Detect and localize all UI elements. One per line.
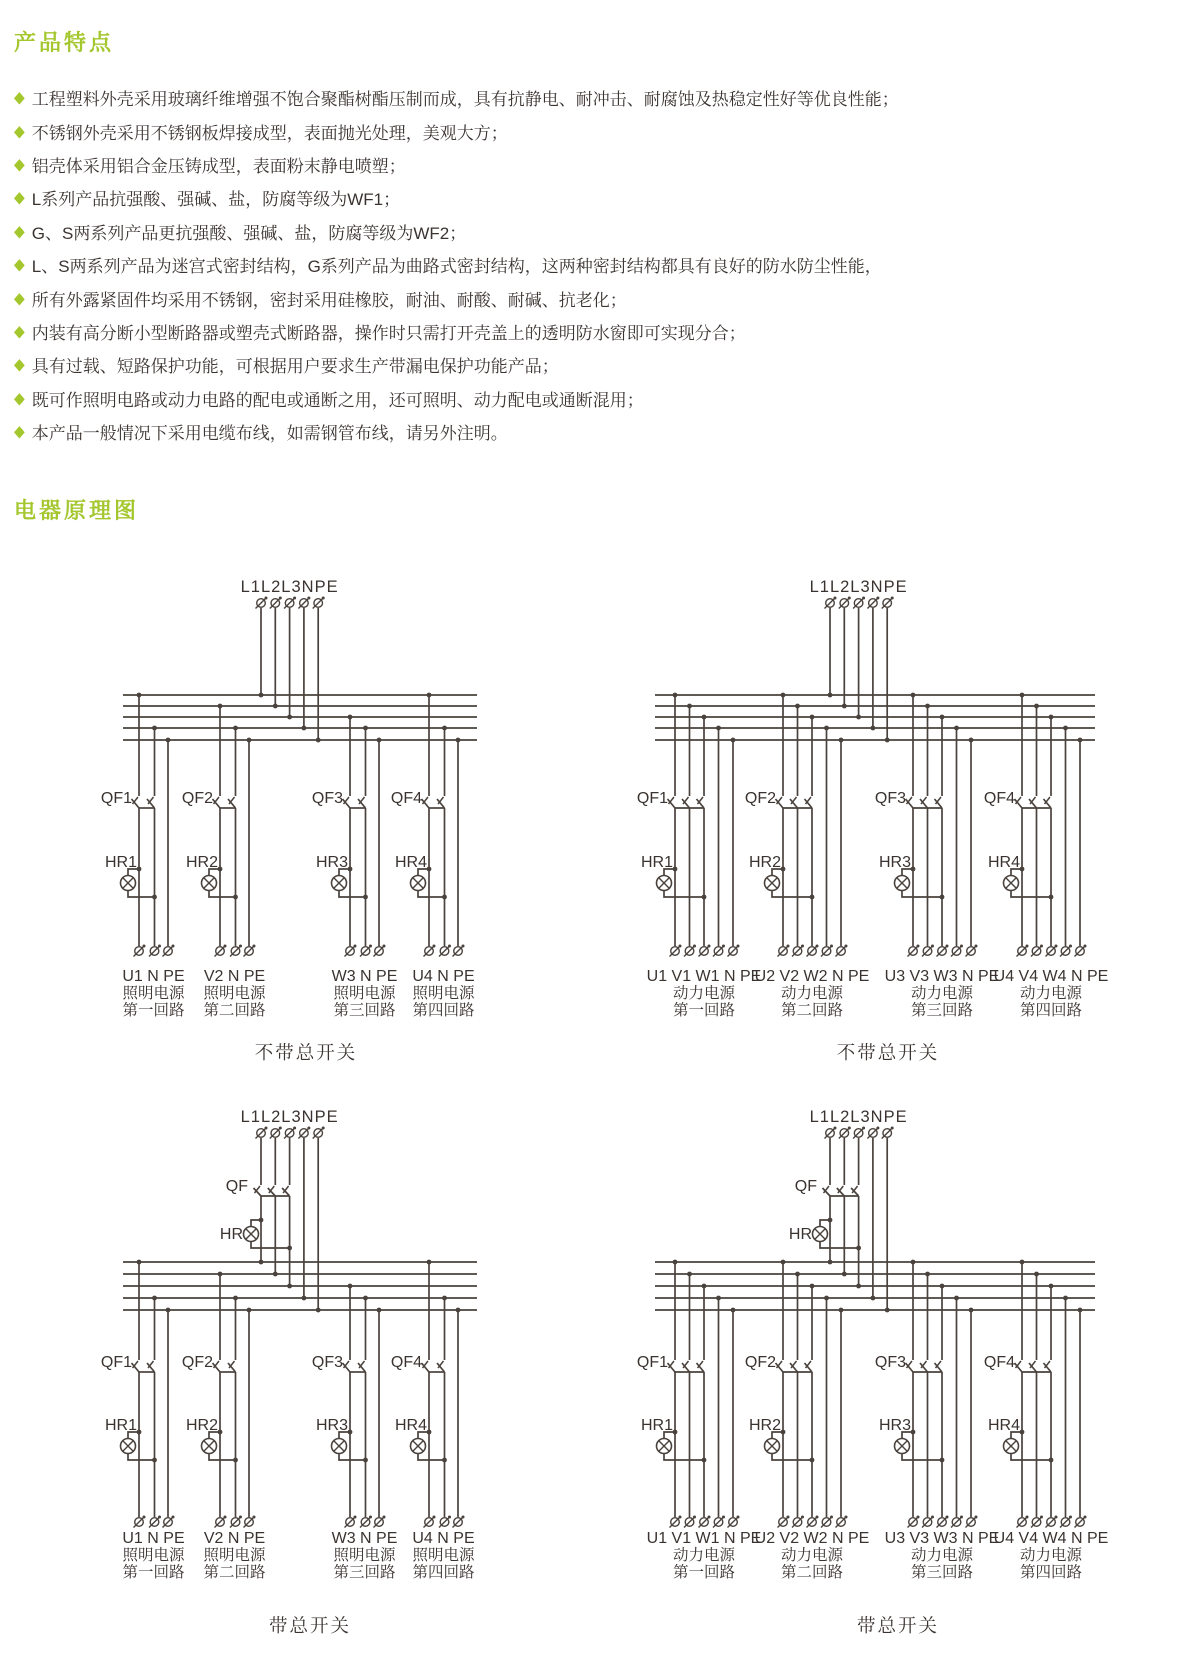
feature-text: 内装有高分断小型断路器或塑壳式断路器，操作时只需打开壳盖上的透明防水窗即可实现分合；	[31, 323, 746, 343]
terminal-icon	[713, 1516, 725, 1528]
features-section-title: 产品特点	[14, 30, 115, 55]
schematic-diagrams	[0, 540, 1200, 1669]
junction-dot	[702, 1458, 707, 1463]
breaker-pole-icon	[697, 797, 705, 808]
terminal-icon	[825, 1127, 837, 1139]
branch-breaker-label: QF2	[744, 1354, 776, 1371]
terminal-icon	[1046, 1516, 1058, 1528]
branch-lamp-label: HR2	[185, 854, 218, 871]
junction-dot	[702, 895, 707, 900]
breaker-pole-icon	[213, 1361, 221, 1372]
feature-text: 不锈钢外壳采用不锈钢板焊接成型，表面抛光处理，美观大方；	[31, 123, 508, 143]
terminal-icon	[345, 1516, 357, 1528]
main-lamp-label: HR	[219, 1226, 243, 1243]
junction-dot	[940, 895, 945, 900]
breaker-pole-icon	[697, 1361, 705, 1372]
terminal-icon	[821, 1516, 833, 1528]
terminal-icon	[836, 1516, 848, 1528]
indicator-lamp-icon	[411, 876, 426, 891]
terminal-icon	[298, 1127, 310, 1139]
terminal-icon	[1031, 945, 1043, 957]
indicator-lamp-icon	[765, 1439, 780, 1454]
junction-dot	[810, 895, 815, 900]
terminal-icon	[778, 945, 790, 957]
source-label: 照明电源	[122, 1547, 185, 1564]
feature-item	[14, 81, 1194, 114]
terminal-icon	[728, 1516, 740, 1528]
terminal-icon	[699, 945, 711, 957]
feature-item	[14, 248, 1194, 281]
indicator-lamp-icon	[332, 1439, 347, 1454]
terminal-label: U1 N PE	[122, 968, 185, 985]
terminal-icon	[360, 945, 372, 957]
breaker-pole-icon	[132, 797, 140, 808]
indicator-lamp-icon	[411, 1439, 426, 1454]
branch-breaker-label: QF2	[181, 790, 213, 807]
indicator-lamp-icon	[244, 1227, 259, 1242]
breaker-pole-icon	[437, 1361, 445, 1372]
terminal-icon	[922, 945, 934, 957]
terminal-icon	[439, 945, 451, 957]
breaker-pole-icon	[776, 1361, 784, 1372]
branch-lamp-label: HR4	[987, 854, 1020, 871]
circuit-label: 第四回路	[1019, 1002, 1083, 1019]
indicator-lamp-icon	[895, 1439, 910, 1454]
terminal-icon	[825, 597, 837, 609]
branch-breaker-label: QF1	[100, 790, 132, 807]
incoming-supply-label: L1L2L3NPE	[240, 1108, 339, 1126]
breaker-pole-icon	[358, 797, 366, 808]
indicator-lamp-icon	[1004, 876, 1019, 891]
terminal-icon	[699, 1516, 711, 1528]
terminal-icon	[839, 1127, 851, 1139]
breaker-pole-icon	[254, 1186, 262, 1196]
branch-lamp-label: HR3	[315, 1417, 348, 1434]
indicator-lamp-icon	[202, 876, 217, 891]
breaker-pole-icon	[1029, 797, 1037, 808]
terminal-icon	[149, 945, 161, 957]
breaker-pole-icon	[682, 797, 690, 808]
terminal-icon	[360, 1516, 372, 1528]
breaker-pole-icon	[1044, 797, 1052, 808]
terminal-icon	[670, 945, 682, 957]
diamond-bullet-icon: ◆	[14, 288, 25, 307]
branch-lamp-label: HR1	[640, 854, 673, 871]
branch-lamp-label: HR3	[315, 854, 348, 871]
junction-dot	[856, 1246, 861, 1251]
breaker-pole-icon	[213, 797, 221, 808]
diamond-bullet-icon: ◆	[14, 355, 25, 374]
branch-lamp-label: HR4	[394, 854, 427, 871]
diamond-bullet-icon: ◆	[14, 221, 25, 240]
terminal-icon	[882, 1127, 894, 1139]
feature-text: 所有外露紧固件均采用不锈钢，密封采用硅橡胶，耐油、耐酸、耐碱、抗老化；	[31, 290, 627, 310]
diagram-caption: 带总开关	[856, 1615, 940, 1636]
branch-breaker-label: QF2	[181, 1354, 213, 1371]
breaker-pole-icon	[228, 1361, 236, 1372]
terminal-icon	[836, 945, 848, 957]
terminal-label: U4 V4 W4 N PE	[993, 1530, 1109, 1547]
main-breaker-label: QF	[225, 1178, 248, 1195]
branch-lamp-label: HR2	[748, 1417, 781, 1434]
terminal-icon	[1075, 945, 1087, 957]
terminal-icon	[853, 1127, 865, 1139]
terminal-icon	[966, 945, 978, 957]
source-label: 动力电源	[780, 1547, 844, 1564]
breaker-pole-icon	[935, 797, 943, 808]
source-label: 动力电源	[910, 1547, 974, 1564]
terminal-label: V2 N PE	[203, 968, 266, 985]
terminal-label: U1 V1 W1 N PE	[646, 1530, 762, 1547]
source-label: 动力电源	[672, 1547, 736, 1564]
feature-text: 本产品一般情况下采用电缆布线，如需钢管布线，请另外注明。	[31, 424, 508, 444]
terminal-icon	[230, 945, 242, 957]
circuit-label: 第二回路	[203, 1564, 266, 1581]
breaker-pole-icon	[437, 797, 445, 808]
indicator-lamp-icon	[332, 876, 347, 891]
branch-lamp-label: HR4	[394, 1417, 427, 1434]
indicator-lamp-icon	[657, 1439, 672, 1454]
terminal-icon	[778, 1516, 790, 1528]
breaker-pole-icon	[282, 1186, 290, 1196]
terminal-icon	[951, 1516, 963, 1528]
diamond-bullet-icon: ◆	[14, 254, 25, 274]
branch-lamp-label: HR1	[104, 854, 137, 871]
circuit-label: 第三回路	[910, 1564, 974, 1581]
breaker-pole-icon	[422, 1361, 430, 1372]
indicator-lamp-icon	[121, 876, 136, 891]
breaker-pole-icon	[805, 1361, 813, 1372]
diamond-bullet-icon: ◆	[14, 154, 25, 174]
terminal-icon	[713, 945, 725, 957]
feature-item	[14, 114, 1194, 147]
breaker-pole-icon	[147, 1361, 155, 1372]
schematics-section-title: 电器原理图	[14, 498, 140, 523]
diagram-lighting-with-main	[101, 1108, 477, 1636]
terminal-icon	[270, 597, 282, 609]
terminal-icon	[270, 1127, 282, 1139]
terminal-icon	[728, 945, 740, 957]
terminal-icon	[313, 1127, 325, 1139]
breaker-pole-icon	[906, 797, 914, 808]
terminal-label: U2 V2 W2 N PE	[754, 1530, 870, 1547]
branch-breaker-label: QF4	[390, 1354, 422, 1371]
breaker-pole-icon	[1015, 797, 1023, 808]
feature-item	[14, 315, 1194, 348]
terminal-label: U1 V1 W1 N PE	[646, 968, 762, 985]
circuit-label: 第一回路	[122, 1002, 185, 1019]
terminal-icon	[1046, 945, 1058, 957]
indicator-lamp-icon	[121, 1439, 136, 1454]
branch-breaker-label: QF2	[744, 790, 776, 807]
junction-dot	[1049, 1458, 1054, 1463]
source-label: 动力电源	[672, 985, 736, 1002]
breaker-pole-icon	[790, 797, 798, 808]
terminal-icon	[882, 597, 894, 609]
circuit-label: 第二回路	[780, 1564, 844, 1581]
source-label: 照明电源	[203, 1547, 266, 1564]
indicator-lamp-icon	[765, 876, 780, 891]
branch-breaker-label: QF1	[636, 790, 668, 807]
source-label: 照明电源	[333, 985, 396, 1002]
source-label: 动力电源	[1019, 1547, 1083, 1564]
source-label: 动力电源	[780, 985, 844, 1002]
terminal-icon	[966, 1516, 978, 1528]
main-breaker-label: QF	[794, 1178, 817, 1195]
breaker-pole-icon	[132, 1361, 140, 1372]
breaker-pole-icon	[1029, 1361, 1037, 1372]
source-label: 照明电源	[122, 985, 185, 1002]
feature-item	[14, 348, 1194, 381]
feature-text: L、S两系列产品为迷宫式密封结构，G系列产品为曲路式密封结构，这两种密封结构都具有良好的防水防尘性能，	[31, 257, 882, 277]
circuit-label: 第一回路	[672, 1002, 736, 1019]
terminal-icon	[298, 597, 310, 609]
terminal-icon	[230, 1516, 242, 1528]
junction-dot	[442, 1458, 447, 1463]
terminal-icon	[807, 945, 819, 957]
terminal-icon	[453, 945, 465, 957]
terminal-icon	[684, 945, 696, 957]
breaker-pole-icon	[682, 1361, 690, 1372]
terminal-icon	[1017, 945, 1029, 957]
breaker-pole-icon	[422, 797, 430, 808]
terminal-icon	[163, 1516, 175, 1528]
branch-lamp-label: HR4	[987, 1417, 1020, 1434]
terminal-icon	[134, 1516, 146, 1528]
terminal-icon	[1031, 1516, 1043, 1528]
circuit-label: 第一回路	[122, 1564, 185, 1581]
diagram-caption: 不带总开关	[254, 1042, 358, 1063]
terminal-icon	[374, 945, 386, 957]
junction-dot	[233, 1458, 238, 1463]
feature-item	[14, 281, 1194, 314]
junction-dot	[152, 895, 157, 900]
source-label: 照明电源	[333, 1547, 396, 1564]
breaker-pole-icon	[668, 797, 676, 808]
circuit-label: 第三回路	[910, 1002, 974, 1019]
terminal-icon	[163, 945, 175, 957]
terminal-icon	[284, 597, 296, 609]
junction-dot	[940, 1458, 945, 1463]
terminal-icon	[244, 945, 256, 957]
breaker-pole-icon	[823, 1186, 831, 1196]
feature-text: 具有过载、短路保护功能，可根据用户要求生产带漏电保护功能产品；	[31, 357, 559, 377]
breaker-pole-icon	[935, 1361, 943, 1372]
terminal-icon	[1060, 945, 1072, 957]
terminal-label: U3 V3 W3 N PE	[884, 968, 1000, 985]
diamond-bullet-icon: ◆	[14, 121, 25, 140]
diamond-bullet-icon: ◆	[14, 87, 25, 107]
terminal-label: U3 V3 W3 N PE	[884, 1530, 1000, 1547]
terminal-label: W3 N PE	[331, 968, 398, 985]
branch-breaker-label: QF3	[874, 790, 906, 807]
circuit-label: 第四回路	[412, 1002, 475, 1019]
terminal-icon	[839, 597, 851, 609]
source-label: 动力电源	[1019, 985, 1083, 1002]
terminal-icon	[424, 1516, 436, 1528]
diagram-caption: 带总开关	[268, 1615, 352, 1636]
feature-item	[14, 415, 1194, 448]
indicator-lamp-icon	[1004, 1439, 1019, 1454]
branch-breaker-label: QF3	[311, 1354, 343, 1371]
source-label: 动力电源	[910, 985, 974, 1002]
terminal-icon	[149, 1516, 161, 1528]
circuit-label: 第三回路	[333, 1002, 396, 1019]
terminal-icon	[1075, 1516, 1087, 1528]
terminal-icon	[807, 1516, 819, 1528]
terminal-icon	[256, 1127, 268, 1139]
feature-list	[14, 81, 1194, 448]
feature-text: 铝壳体采用铝合金压铸成型，表面粉末静电喷塑；	[31, 156, 406, 176]
diagram-power-with-main	[637, 1108, 1108, 1636]
terminal-icon	[867, 1127, 879, 1139]
junction-dot	[1049, 895, 1054, 900]
breaker-pole-icon	[920, 797, 928, 808]
junction-dot	[152, 1458, 157, 1463]
circuit-label: 第三回路	[333, 1564, 396, 1581]
terminal-icon	[215, 1516, 227, 1528]
terminal-label: U4 N PE	[412, 968, 475, 985]
terminal-icon	[345, 945, 357, 957]
terminal-icon	[937, 945, 949, 957]
terminal-icon	[215, 945, 227, 957]
terminal-icon	[951, 945, 963, 957]
incoming-supply-label: L1L2L3NPE	[809, 1108, 908, 1126]
terminal-icon	[284, 1127, 296, 1139]
circuit-label: 第二回路	[203, 1002, 266, 1019]
branch-lamp-label: HR3	[878, 1417, 911, 1434]
breaker-pole-icon	[228, 797, 236, 808]
branch-breaker-label: QF4	[983, 1354, 1015, 1371]
breaker-pole-icon	[343, 1361, 351, 1372]
main-lamp-label: HR	[788, 1226, 812, 1243]
terminal-icon	[908, 1516, 920, 1528]
breaker-pole-icon	[851, 1186, 859, 1196]
branch-breaker-label: QF3	[874, 1354, 906, 1371]
terminal-icon	[867, 597, 879, 609]
feature-item	[14, 148, 1194, 181]
indicator-lamp-icon	[895, 876, 910, 891]
breaker-pole-icon	[790, 1361, 798, 1372]
terminal-icon	[1060, 1516, 1072, 1528]
junction-dot	[363, 1458, 368, 1463]
terminal-icon	[908, 945, 920, 957]
incoming-supply-label: L1L2L3NPE	[809, 578, 908, 596]
terminal-icon	[453, 1516, 465, 1528]
branch-breaker-label: QF1	[636, 1354, 668, 1371]
junction-dot	[363, 895, 368, 900]
circuit-label: 第一回路	[672, 1564, 736, 1581]
feature-text: 既可作照明电路或动力电路的配电或通断之用，还可照明、动力配电或通断混用；	[31, 390, 644, 410]
terminal-icon	[244, 1516, 256, 1528]
terminal-icon	[922, 1516, 934, 1528]
feature-text: G、S两系列产品更抗强酸、强碱、盐，防腐等级为WF2；	[31, 223, 467, 243]
breaker-pole-icon	[147, 797, 155, 808]
terminal-icon	[670, 1516, 682, 1528]
breaker-pole-icon	[1044, 1361, 1052, 1372]
branch-breaker-label: QF3	[311, 790, 343, 807]
breaker-pole-icon	[920, 1361, 928, 1372]
branch-breaker-label: QF4	[390, 790, 422, 807]
terminal-icon	[439, 1516, 451, 1528]
branch-lamp-label: HR2	[748, 854, 781, 871]
terminal-icon	[684, 1516, 696, 1528]
terminal-icon	[374, 1516, 386, 1528]
terminal-label: U4 V4 W4 N PE	[993, 968, 1109, 985]
branch-lamp-label: HR3	[878, 854, 911, 871]
branch-breaker-label: QF4	[983, 790, 1015, 807]
diamond-bullet-icon: ◆	[14, 421, 25, 441]
terminal-icon	[1017, 1516, 1029, 1528]
diagram-lighting-no-main	[101, 578, 477, 1063]
diamond-bullet-icon: ◆	[14, 188, 25, 207]
junction-dot	[442, 895, 447, 900]
indicator-lamp-icon	[202, 1439, 217, 1454]
source-label: 照明电源	[412, 985, 475, 1002]
breaker-pole-icon	[668, 1361, 676, 1372]
junction-dot	[810, 1458, 815, 1463]
breaker-pole-icon	[837, 1186, 845, 1196]
terminal-label: U2 V2 W2 N PE	[754, 968, 870, 985]
feature-text: 工程塑料外壳采用玻璃纤维增强不饱合聚酯树酯压制而成，具有抗静电、耐冲击、耐腐蚀及热稳定性好等优良性能；	[31, 90, 899, 110]
feature-item	[14, 215, 1194, 248]
terminal-icon	[313, 597, 325, 609]
junction-dot	[233, 895, 238, 900]
terminal-icon	[937, 1516, 949, 1528]
branch-lamp-label: HR1	[640, 1417, 673, 1434]
feature-item	[14, 181, 1194, 214]
terminal-icon	[424, 945, 436, 957]
branch-lamp-label: HR1	[104, 1417, 137, 1434]
circuit-label: 第二回路	[780, 1002, 844, 1019]
circuit-label: 第四回路	[1019, 1564, 1083, 1581]
breaker-pole-icon	[805, 797, 813, 808]
circuit-label: 第四回路	[412, 1564, 475, 1581]
diamond-bullet-icon: ◆	[14, 321, 25, 341]
terminal-icon	[853, 597, 865, 609]
source-label: 照明电源	[203, 985, 266, 1002]
terminal-icon	[256, 597, 268, 609]
breaker-pole-icon	[776, 797, 784, 808]
diagram-caption: 不带总开关	[836, 1042, 940, 1063]
diamond-bullet-icon: ◆	[14, 388, 25, 407]
terminal-icon	[134, 945, 146, 957]
terminal-label: W3 N PE	[331, 1530, 398, 1547]
junction-dot	[287, 1246, 292, 1251]
source-label: 照明电源	[412, 1547, 475, 1564]
terminal-label: U1 N PE	[122, 1530, 185, 1547]
terminal-label: V2 N PE	[203, 1530, 266, 1547]
feature-text: L系列产品抗强酸、强碱、盐，防腐等级为WF1；	[31, 190, 401, 210]
branch-lamp-label: HR2	[185, 1417, 218, 1434]
terminal-icon	[792, 945, 804, 957]
incoming-supply-label: L1L2L3NPE	[240, 578, 339, 596]
indicator-lamp-icon	[657, 876, 672, 891]
breaker-pole-icon	[1015, 1361, 1023, 1372]
branch-breaker-label: QF1	[100, 1354, 132, 1371]
terminal-icon	[792, 1516, 804, 1528]
breaker-pole-icon	[343, 797, 351, 808]
terminal-icon	[821, 945, 833, 957]
breaker-pole-icon	[358, 1361, 366, 1372]
breaker-pole-icon	[906, 1361, 914, 1372]
terminal-label: U4 N PE	[412, 1530, 475, 1547]
breaker-pole-icon	[268, 1186, 276, 1196]
diagram-power-no-main	[637, 578, 1108, 1063]
indicator-lamp-icon	[813, 1227, 828, 1242]
feature-item	[14, 382, 1194, 415]
